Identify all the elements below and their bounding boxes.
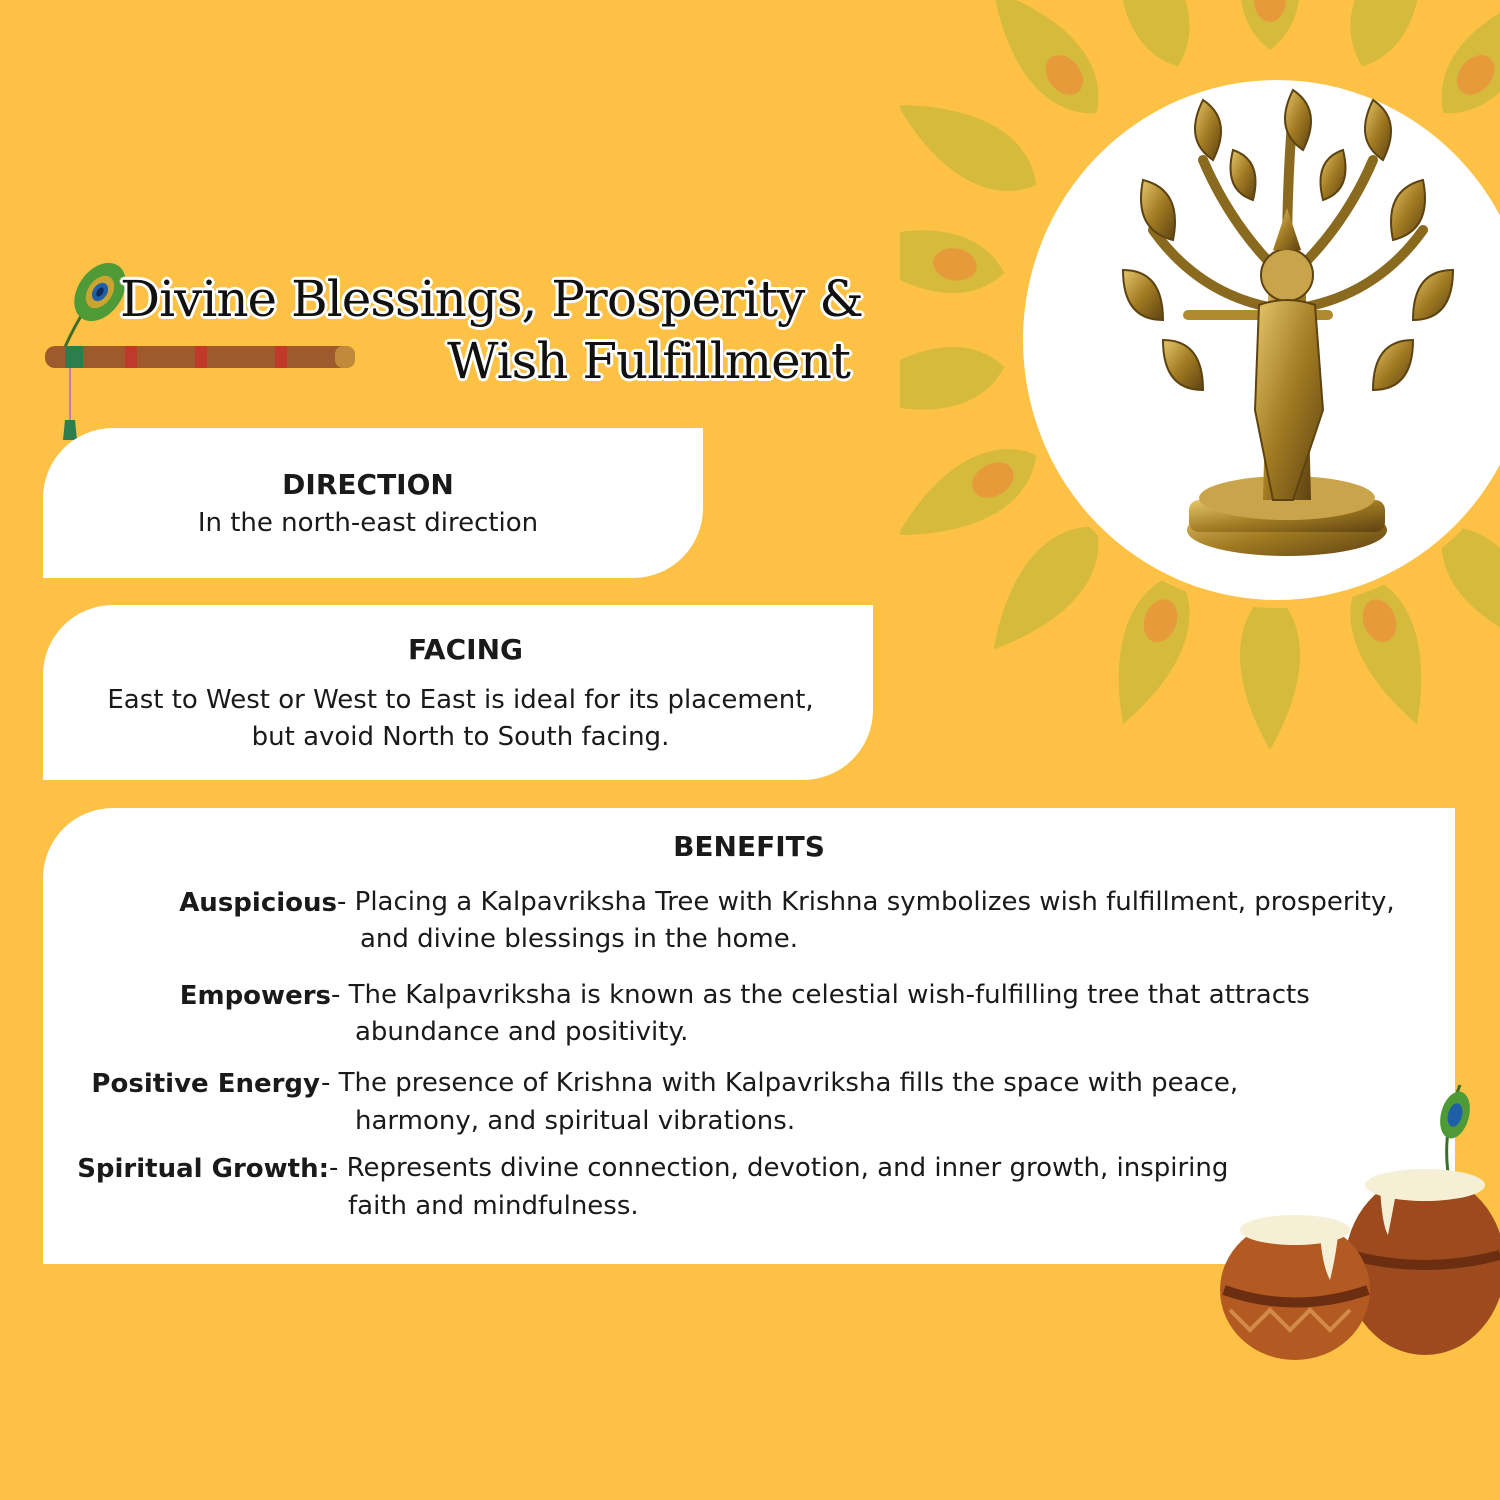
peacock-feather-icon xyxy=(55,262,125,352)
facing-heading: FACING xyxy=(408,633,523,666)
product-image-frame xyxy=(1015,72,1500,608)
facing-card xyxy=(43,605,873,780)
facing-text-line-2: but avoid North to South facing. xyxy=(251,722,670,752)
benefit-text-spiritual-growth-2: faith and mindfulness. xyxy=(348,1191,639,1221)
benefit-text-spiritual-growth-1: - Represents divine connection, devotion, and inner growth, inspiring xyxy=(329,1153,1229,1183)
benefit-text-empowers-1: - The Kalpavriksha is known as the celestial wish-fulfilling tree that attracts xyxy=(331,980,1310,1010)
benefit-text-empowers-2: abundance and positivity. xyxy=(355,1017,689,1047)
facing-text-line-1: East to West or West to East is ideal for its placement, xyxy=(107,685,814,715)
benefit-label-auspicious: Auspicious xyxy=(179,888,337,918)
title-line-1: Divine Blessings, Prosperity & xyxy=(120,270,863,328)
direction-heading: DIRECTION xyxy=(282,468,454,501)
title-line-2: Wish Fulfillment xyxy=(447,332,850,390)
benefits-heading: BENEFITS xyxy=(673,830,825,863)
benefit-text-positive-energy-2: harmony, and spiritual vibrations. xyxy=(355,1106,796,1136)
direction-text: In the north-east direction xyxy=(197,508,539,538)
benefit-text-auspicious-2: and divine blessings in the home. xyxy=(360,924,798,954)
benefit-label-spiritual-growth: Spiritual Growth: xyxy=(77,1154,329,1184)
butter-pots-icon xyxy=(1210,1075,1500,1365)
benefit-text-positive-energy-1: - The presence of Krishna with Kalpavriksha fills the space with peace, xyxy=(321,1068,1239,1098)
direction-card xyxy=(43,428,703,578)
page-title xyxy=(120,268,880,392)
benefit-text-auspicious-1: - Placing a Kalpavriksha Tree with Krishna symbolizes wish fulfillment, prosperity, xyxy=(337,887,1395,917)
benefit-label-positive-energy: Positive Energy xyxy=(91,1069,320,1099)
krishna-kalpavriksha-statue xyxy=(1023,80,1500,600)
benefit-label-empowers: Empowers xyxy=(179,981,331,1011)
